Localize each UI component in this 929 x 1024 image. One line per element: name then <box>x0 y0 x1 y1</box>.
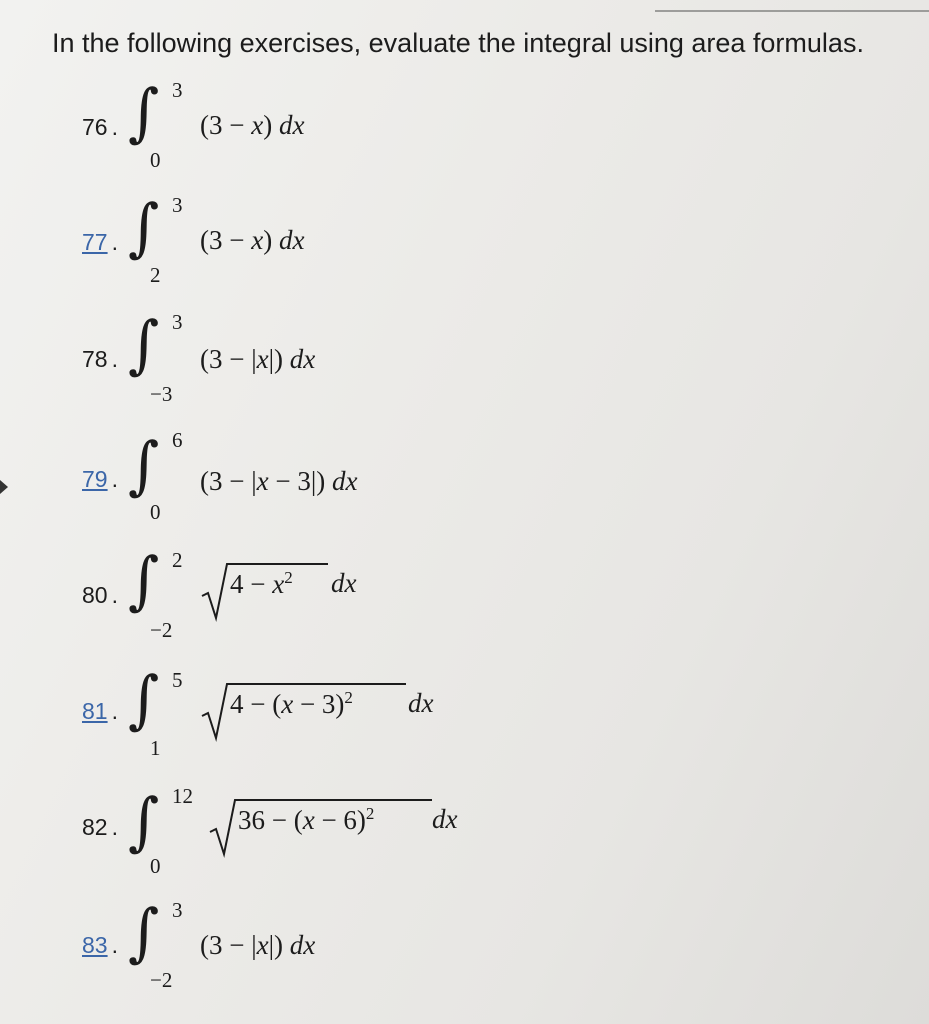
upper-limit: 3 <box>172 898 183 922</box>
exercise-number: 80 . <box>82 582 118 608</box>
radicand: $36 - (x - 6)^2$ <box>238 804 375 835</box>
integral-sign: ∫ <box>128 785 160 859</box>
integrand: (3 − |x − 3|) dx <box>200 466 358 496</box>
integral-sign: ∫ <box>128 544 160 618</box>
radicand: $4 - (x - 3)^2$ <box>230 688 353 719</box>
integrand: (3 − x) dx <box>200 110 305 140</box>
lower-limit: −3 <box>150 382 173 406</box>
integral-sign: ∫ <box>128 663 160 737</box>
exercise-78 <box>0 310 929 420</box>
upper-limit: 3 <box>172 193 183 217</box>
exercise-number: 82 . <box>82 814 118 840</box>
exercise-number: 76 . <box>82 114 118 140</box>
upper-limit: 3 <box>172 310 183 334</box>
exercise-77 <box>0 193 929 303</box>
upper-limit: 6 <box>172 428 183 452</box>
lower-limit: 2 <box>150 263 161 287</box>
lower-limit: 0 <box>150 500 161 524</box>
differential: dx <box>331 568 357 598</box>
upper-limit: 5 <box>172 668 183 692</box>
exercise-79 <box>0 426 929 536</box>
upper-limit: 12 <box>172 784 193 808</box>
instructions-heading: In the following exercises, evaluate the integral using area formulas. <box>52 28 864 58</box>
integral-sign: ∫ <box>128 308 160 382</box>
exercise-number: 77 . <box>82 229 118 255</box>
exercise-link[interactable]: 83 <box>82 932 108 958</box>
exercise-number: 83 . <box>82 932 118 958</box>
upper-limit: 3 <box>172 78 183 102</box>
differential: dx <box>408 688 434 718</box>
lower-limit: 0 <box>150 148 161 172</box>
radicand: $4 - x^2$ <box>230 568 293 599</box>
exercise-number: 79 . <box>82 466 118 492</box>
exercise-82 <box>0 784 929 894</box>
integrand: (3 − |x|) dx <box>200 930 316 960</box>
differential: dx <box>432 804 458 834</box>
exercise-80 <box>0 546 929 656</box>
upper-limit: 2 <box>172 548 183 572</box>
integrand: (3 − |x|) dx <box>200 344 316 374</box>
exercise-83 <box>0 898 929 1008</box>
exercise-76 <box>0 78 929 188</box>
lower-limit: 1 <box>150 736 161 760</box>
lower-limit: −2 <box>150 618 173 642</box>
top-divider <box>655 0 929 12</box>
lower-limit: 0 <box>150 854 161 878</box>
integrand: (3 − x) dx <box>200 225 305 255</box>
integral-sign: ∫ <box>128 896 160 970</box>
integral-sign: ∫ <box>128 191 160 265</box>
exercise-number: 81 . <box>82 698 118 724</box>
integral-sign: ∫ <box>128 76 160 150</box>
exercise-number: 78 . <box>82 346 118 372</box>
lower-limit: −2 <box>150 968 173 992</box>
exercise-link[interactable]: 81 <box>82 698 108 724</box>
exercise-link[interactable]: 79 <box>82 466 108 492</box>
exercise-81 <box>0 663 929 778</box>
exercise-link[interactable]: 77 <box>82 229 108 255</box>
integral-sign: ∫ <box>128 429 160 503</box>
